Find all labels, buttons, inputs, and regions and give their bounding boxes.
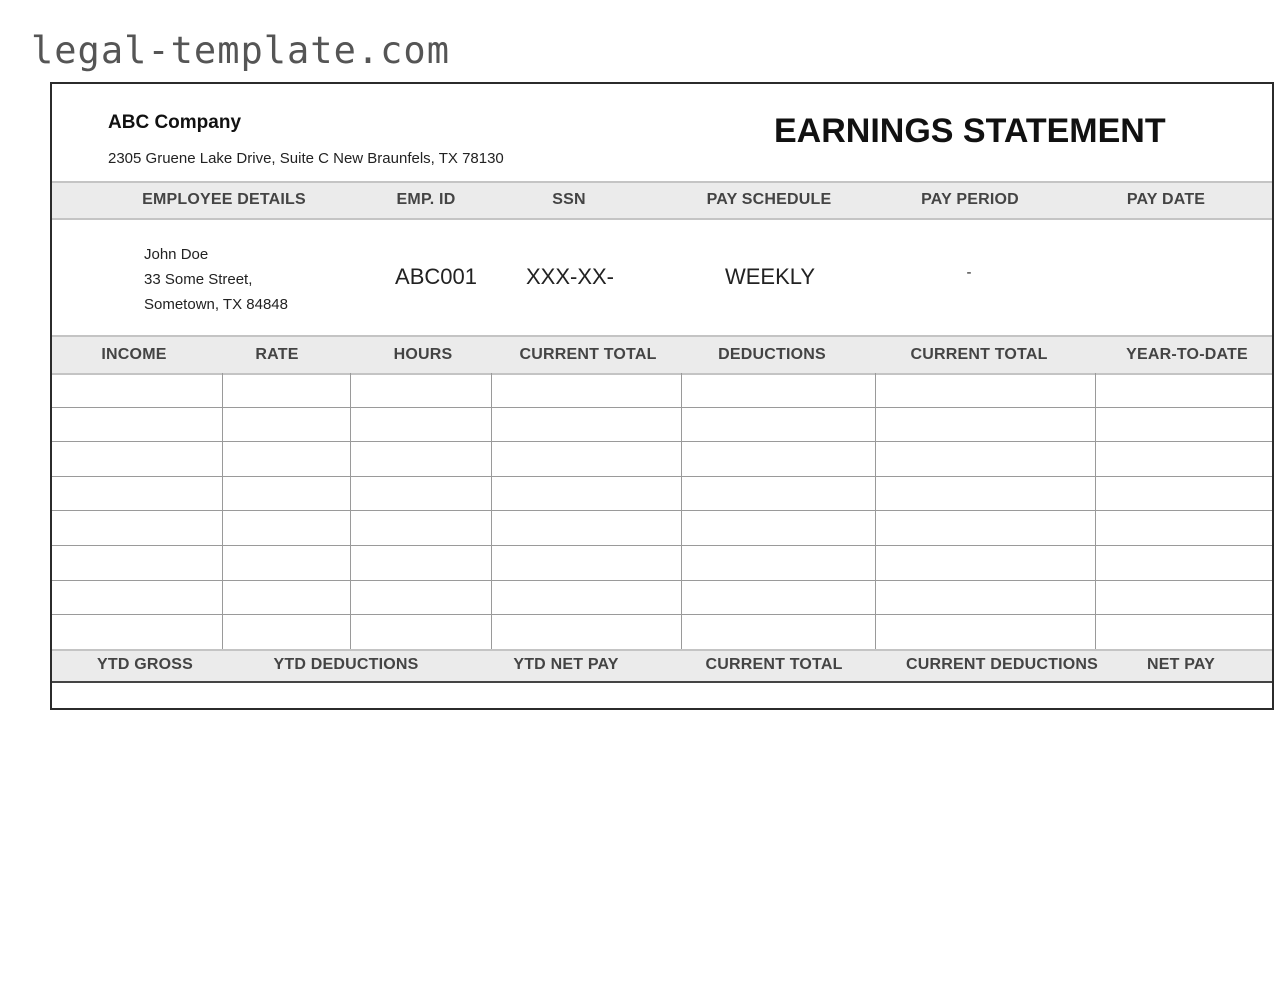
header-pay-period: PAY PERIOD xyxy=(921,191,1019,208)
header-year-to-date: YEAR-TO-DATE xyxy=(1126,346,1248,363)
table-cell xyxy=(222,407,350,442)
table-cell xyxy=(491,407,681,442)
table-cell xyxy=(222,476,350,511)
table-cell xyxy=(350,580,491,615)
earnings-statement xyxy=(50,82,1274,710)
table-cell xyxy=(681,442,875,477)
table-cell xyxy=(875,580,1095,615)
ssn-value: XXX-XX- xyxy=(525,264,615,289)
header-rate: RATE xyxy=(255,346,299,363)
statement-title: EARNINGS STATEMENT xyxy=(774,112,1166,150)
employee-name: John Doe xyxy=(144,246,209,263)
table-cell xyxy=(52,442,222,477)
table-cell xyxy=(52,476,222,511)
table-cell xyxy=(1095,373,1274,407)
table-cell xyxy=(350,546,491,581)
header-ytd-gross: YTD GROSS xyxy=(96,656,194,673)
table-cell xyxy=(1095,546,1274,581)
table-cell xyxy=(222,615,350,649)
table-cell xyxy=(350,442,491,477)
header-hours: HOURS xyxy=(393,346,453,363)
table-cell xyxy=(875,546,1095,581)
company-address: 2305 Gruene Lake Drive, Suite C New Braunfels, TX 78130 xyxy=(108,150,504,167)
table-cell xyxy=(222,442,350,477)
pay-schedule-value: WEEKLY xyxy=(724,264,816,289)
employee-details xyxy=(144,242,288,317)
header-current-total: CURRENT TOTAL xyxy=(519,346,657,363)
table-cell xyxy=(875,615,1095,649)
table-row xyxy=(52,373,1274,407)
table-cell xyxy=(222,511,350,546)
header-ytd-net-pay: YTD NET PAY xyxy=(513,656,619,673)
table-row xyxy=(52,546,1274,581)
table-cell xyxy=(350,615,491,649)
header-current-deductions: CURRENT DEDUCTIONS xyxy=(905,656,1099,673)
table-cell xyxy=(52,373,222,407)
header-summary-current-total: CURRENT TOTAL xyxy=(705,656,843,673)
header-net-pay: NET PAY xyxy=(1146,656,1216,673)
header-deductions: DEDUCTIONS xyxy=(718,346,826,363)
table-cell xyxy=(1095,511,1274,546)
header-pay-date: PAY DATE xyxy=(1126,191,1206,208)
company-name: ABC Company xyxy=(108,112,242,133)
table-cell xyxy=(681,407,875,442)
header-ssn: SSN xyxy=(552,191,586,208)
employee-street: 33 Some Street, xyxy=(144,271,253,288)
income-deductions-table xyxy=(52,373,1274,649)
table-cell xyxy=(491,511,681,546)
table-row xyxy=(52,511,1274,546)
table-cell xyxy=(222,373,350,407)
table-cell xyxy=(491,580,681,615)
table-row xyxy=(52,476,1274,511)
table-cell xyxy=(681,476,875,511)
table-cell xyxy=(1095,442,1274,477)
table-cell xyxy=(350,373,491,407)
table-cell xyxy=(875,511,1095,546)
header-ytd-deductions: YTD DEDUCTIONS xyxy=(273,656,419,673)
income-header-band xyxy=(52,335,1272,375)
table-cell xyxy=(681,373,875,407)
table-cell xyxy=(491,373,681,407)
header-emp-id: EMP. ID xyxy=(396,191,456,208)
table-cell xyxy=(350,511,491,546)
table-cell xyxy=(491,615,681,649)
table-row xyxy=(52,442,1274,477)
table-cell xyxy=(222,546,350,581)
table-cell xyxy=(222,580,350,615)
header-pay-schedule: PAY SCHEDULE xyxy=(706,191,832,208)
table-cell xyxy=(681,511,875,546)
table-cell xyxy=(52,615,222,649)
header-employee-details: EMPLOYEE DETAILS xyxy=(142,191,306,208)
table-cell xyxy=(1095,476,1274,511)
header-income: INCOME xyxy=(101,346,167,363)
table-row xyxy=(52,615,1274,649)
emp-id-value: ABC001 xyxy=(395,264,477,289)
table-cell xyxy=(1095,580,1274,615)
summary-header-band xyxy=(52,649,1272,683)
table-cell xyxy=(875,373,1095,407)
table-cell xyxy=(52,580,222,615)
table-cell xyxy=(491,546,681,581)
table-cell xyxy=(681,580,875,615)
summary-values-row xyxy=(52,683,1272,710)
table-cell xyxy=(350,407,491,442)
table-row xyxy=(52,407,1274,442)
employee-header-band xyxy=(52,181,1272,220)
pay-period-value: - xyxy=(966,264,972,281)
table-cell xyxy=(350,476,491,511)
table-cell xyxy=(681,546,875,581)
employee-city: Sometown, TX 84848 xyxy=(144,296,288,313)
watermark: legal-template.com xyxy=(31,29,450,72)
table-cell xyxy=(875,407,1095,442)
table-cell xyxy=(52,407,222,442)
table-cell xyxy=(875,442,1095,477)
table-cell xyxy=(491,476,681,511)
table-cell xyxy=(1095,407,1274,442)
table-row xyxy=(52,580,1274,615)
table-cell xyxy=(52,546,222,581)
table-cell xyxy=(1095,615,1274,649)
header-deductions-current-total: CURRENT TOTAL xyxy=(910,346,1048,363)
table-cell xyxy=(681,615,875,649)
table-cell xyxy=(52,511,222,546)
table-cell xyxy=(491,442,681,477)
table-cell xyxy=(875,476,1095,511)
